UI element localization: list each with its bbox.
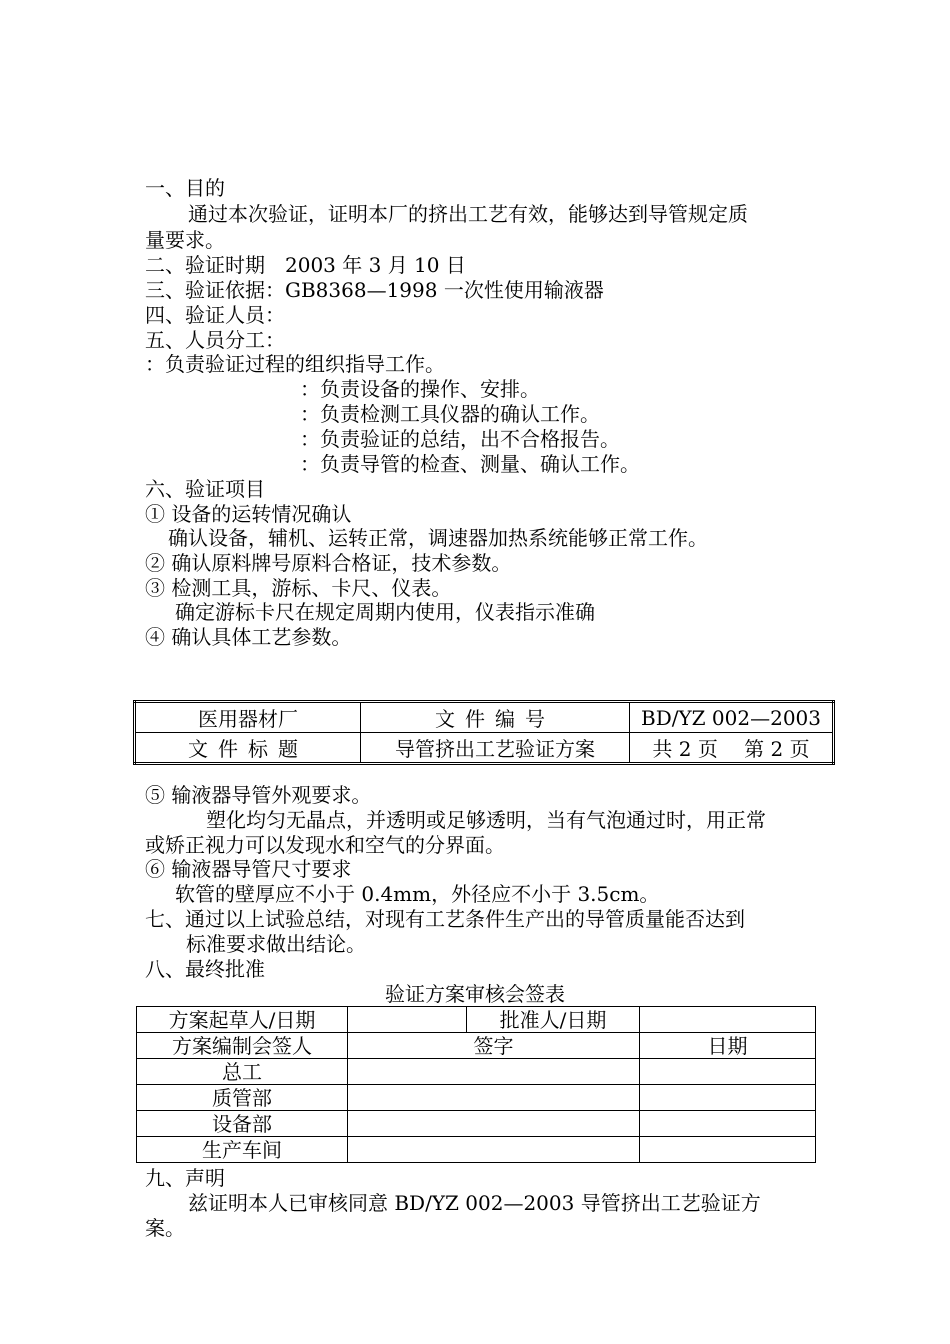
item6: ⑥ 输液器导管尺寸要求 (145, 857, 352, 881)
company-name: 医用器材厂 (135, 702, 361, 733)
role-column-header: 方案编制会签人 (137, 1033, 348, 1059)
section2-period: 二、验证时期 2003 年 3 月 10 日 (145, 253, 466, 277)
section5-heading: 五、人员分工： (145, 328, 285, 352)
dept-name: 生产车间 (137, 1137, 348, 1163)
table-row (137, 1111, 816, 1137)
item3-desc: 确定游标卡尺在规定周期内使用，仪表指示准确 (175, 600, 595, 624)
section4-personnel: 四、验证人员： (145, 303, 285, 327)
section1-heading: 一、目的 (145, 176, 225, 200)
item5-desc: 塑化均匀无晶点，并透明或足够透明，当有气泡通过时，用正常 (206, 808, 766, 832)
section9-body-cont: 案。 (145, 1216, 185, 1240)
document-header-table (133, 700, 835, 765)
table-row (137, 1085, 816, 1111)
duty-item: ：负责检测工具仪器的确认工作。 (300, 402, 600, 426)
duty-item: ：负责验证的总结，出不合格报告。 (300, 427, 620, 451)
section6-heading: 六、验证项目 (145, 477, 265, 501)
sign-off-table (136, 1006, 816, 1163)
doc-title-label: 文件标题 (135, 733, 361, 764)
signature-cell (348, 1111, 640, 1137)
item5-desc-cont: 或矫正视力可以发现水和空气的分界面。 (145, 833, 505, 857)
section1-body: 通过本次验证，证明本厂的挤出工艺有效，能够达到导管规定质 (188, 202, 748, 226)
section1-body-cont: 量要求。 (145, 228, 225, 252)
doc-number: BD/YZ 002—2003 (630, 702, 834, 733)
item6-desc: 软管的壁厚应不小于 0.4mm，外径应不小于 3.5cm。 (175, 882, 660, 906)
page-info: 共 2 页 第 2 页 (630, 733, 834, 764)
section9-heading: 九、声明 (145, 1166, 225, 1190)
signature-cell (348, 1137, 640, 1163)
date-cell (640, 1137, 816, 1163)
item2: ② 确认原料牌号原料合格证，技术参数。 (145, 551, 512, 575)
drafter-label: 方案起草人/日期 (137, 1007, 348, 1033)
signature-cell (348, 1085, 640, 1111)
date-column-header: 日期 (640, 1033, 816, 1059)
section7: 七、通过以上试验总结，对现有工艺条件生产出的导管质量能否达到 (145, 907, 745, 931)
drafter-signature-cell (348, 1007, 467, 1033)
section3-basis: 三、验证依据：GB8368—1998 一次性使用输液器 (145, 278, 604, 302)
duty-item: ：负责验证过程的组织指导工作。 (145, 352, 445, 376)
section8-heading: 八、最终批准 (145, 957, 265, 981)
item3: ③ 检测工具，游标、卡尺、仪表。 (145, 576, 452, 600)
sign-table-caption: 验证方案审核会签表 (385, 982, 565, 1006)
date-cell (640, 1111, 816, 1137)
dept-name: 质管部 (137, 1085, 348, 1111)
section9-body: 兹证明本人已审核同意 BD/YZ 002—2003 导管挤出工艺验证方 (188, 1191, 761, 1215)
section7-cont: 标准要求做出结论。 (186, 932, 366, 956)
duty-item: ：负责设备的操作、安排。 (300, 377, 540, 401)
doc-number-label: 文件编号 (361, 702, 630, 733)
table-row (137, 1059, 816, 1085)
signature-column-header: 签字 (348, 1033, 640, 1059)
date-cell (640, 1085, 816, 1111)
dept-name: 总工 (137, 1059, 348, 1085)
approver-signature-cell (640, 1007, 816, 1033)
table-row (137, 1137, 816, 1163)
item5: ⑤ 输液器导管外观要求。 (145, 783, 372, 807)
dept-name: 设备部 (137, 1111, 348, 1137)
approver-label: 批准人/日期 (467, 1007, 640, 1033)
duty-item: ：负责导管的检查、测量、确认工作。 (300, 452, 640, 476)
doc-title: 导管挤出工艺验证方案 (361, 733, 630, 764)
item1-desc: 确认设备，辅机、运转正常，调速器加热系统能够正常工作。 (168, 526, 708, 550)
item4: ④ 确认具体工艺参数。 (145, 625, 352, 649)
date-cell (640, 1059, 816, 1085)
item1: ① 设备的运转情况确认 (145, 502, 352, 526)
signature-cell (348, 1059, 640, 1085)
